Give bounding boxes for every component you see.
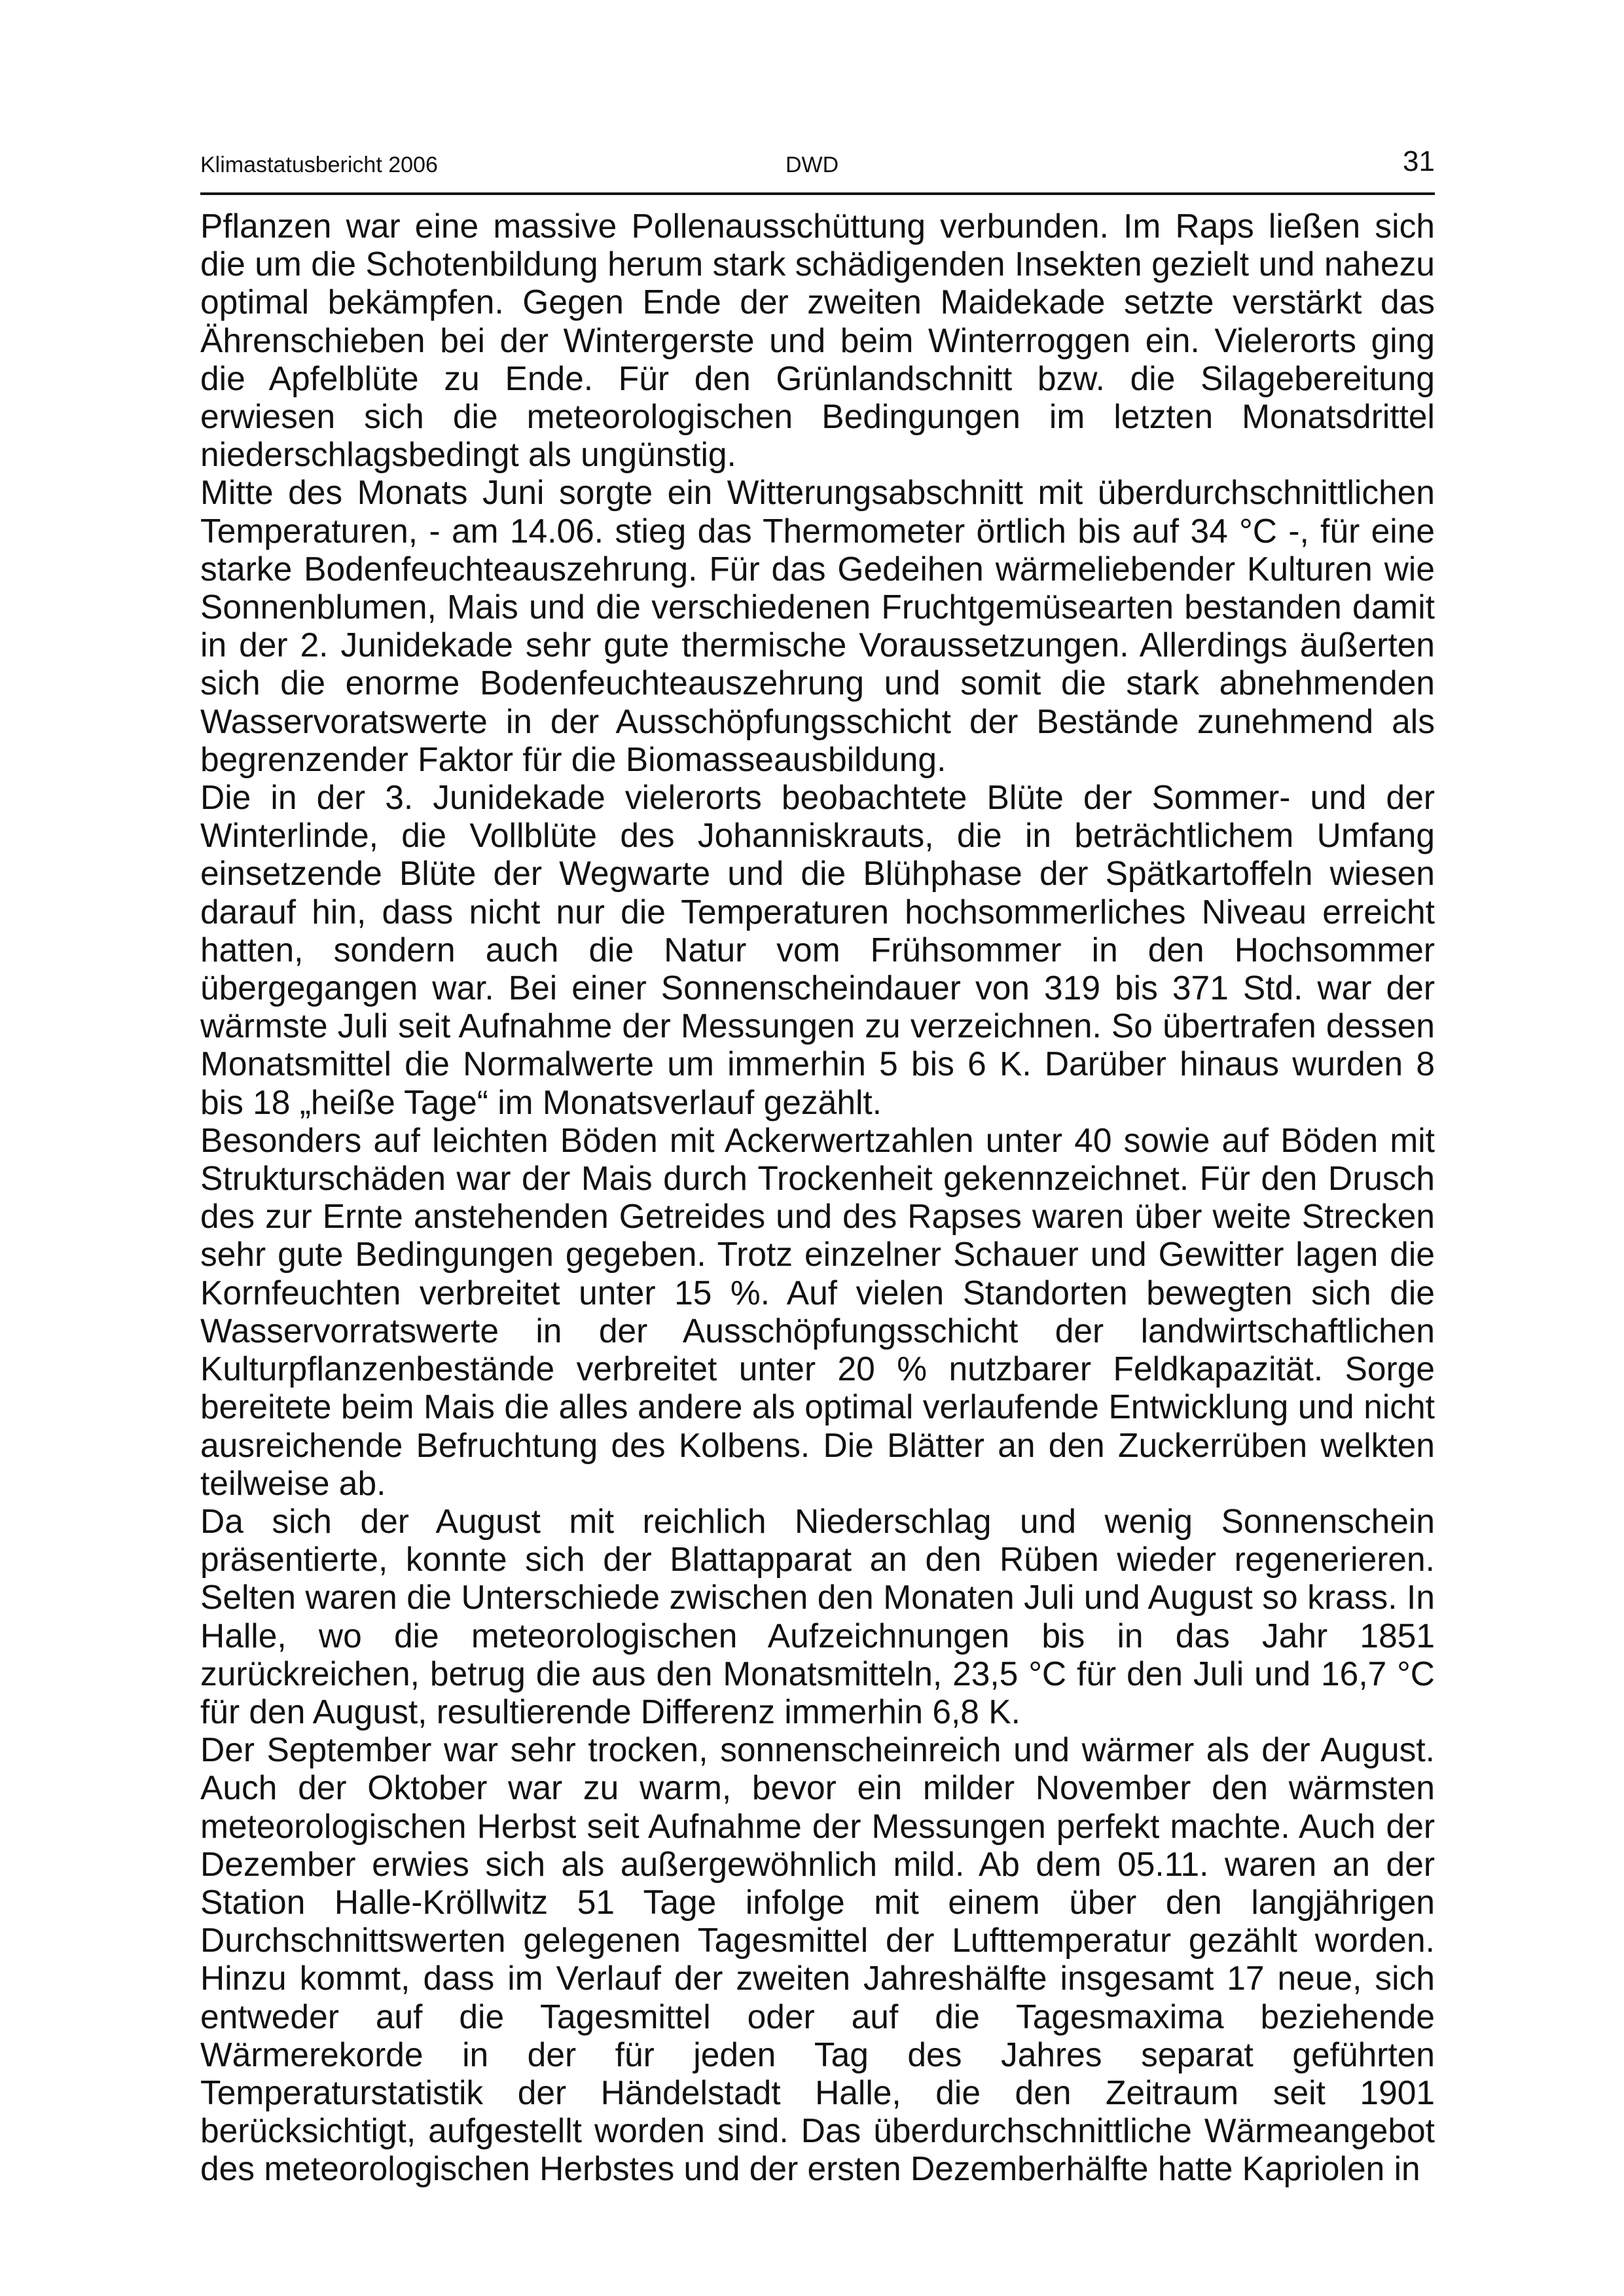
paragraph-5: Da sich der August mit reichlich Niederschlag und wenig Sonnenschein präsentierte, konnte sich der Blattapparat an den Rüben wieder regenerieren. Selten waren die Unterschiede zwischen den Monaten Juli und August so krass. In Halle, wo die meteorologischen Aufzeichnungen bis in das Jahr 1851 zurückreichen, betrug die aus den Monatsmitteln, 23,5 °C für den Juli und 16,7 °C für den August, resultierende Differenz immerhin 6,8 K. [200, 1501, 1435, 1731]
page-header [200, 145, 1435, 191]
report-title: Klimastatusbericht 2006 [200, 152, 438, 177]
publisher-label: DWD [785, 152, 839, 177]
paragraph-3: Die in der 3. Junidekade vielerorts beobachtete Blüte der Sommer- und der Winterlinde, die Vollblüte des Johanniskrauts, die in beträchtlichem Umfang einsetzende Blüte der Wegwarte und die Blühphase der Spätkartoffeln wiesen darauf hin, dass nicht nur die Temperaturen hochsommerliches Niveau erreicht hatten, sondern auch die Natur vom Frühsommer in den Hochsommer übergegangen war. Bei einer Sonnenscheindauer von 319 bis 371 Std. war der wärmste Juli seit Aufnahme der Messungen zu verzeichnen. So übertrafen dessen Monatsmittel die Normalwerte um immerhin 5 bis 6 K. Darüber hinaus wurden 8 bis 18 „heiße Tage“ im Monatsverlauf gezählt. [200, 778, 1435, 1121]
paragraph-1: Pflanzen war eine massive Pollenausschüttung verbunden. Im Raps ließen sich die um die Schotenbildung herum stark schädigenden Insekten gezielt und nahezu optimal bekämpfen. Gegen Ende der zweiten Maidekade setzte verstärkt das Ährenschieben bei der Wintergerste und beim Winterroggen ein. Vielerorts ging die Apfelblüte zu Ende. Für den Grünlandschnitt bzw. die Silagebereitung erwiesen sich die meteorologischen Bedingungen im letzten Monatsdrittel niederschlagsbedingt als ungünstig. [200, 207, 1435, 474]
body-text [200, 207, 1435, 2188]
paragraph-4: Besonders auf leichten Böden mit Ackerwertzahlen unter 40 sowie auf Böden mit Strukturschäden war der Mais durch Trockenheit gekennzeichnet. Für den Drusch des zur Ernte anstehenden Getreides und des Rapses waren über weite Strecken sehr gute Bedingungen gegeben. Trotz einzelner Schauer und Gewitter lagen die Kornfeuchten verbreitet unter 15 %. Auf vielen Standorten bewegten sich die Wasservorratswerte in der Ausschöpfungsschicht der landwirtschaftlichen Kulturpflanzenbestände verbreitet unter 20 % nutzbarer Feldkapazität. Sorge bereitete beim Mais die alles andere als optimal verlaufende Entwicklung und nicht ausreichende Befruchtung des Kolbens. Die Blätter an den Zuckerrüben welkten teilweise ab. [200, 1121, 1435, 1502]
paragraph-2: Mitte des Monats Juni sorgte ein Witterungsabschnitt mit überdurchschnittlichen Temperaturen, - am 14.06. stieg das Thermometer örtlich bis auf 34 °C -, für eine starke Bodenfeuchteauszehrung. Für das Gedeihen wärmeliebender Kulturen wie Sonnenblumen, Mais und die verschiedenen Fruchtgemüsearten bestanden damit in der 2. Junidekade sehr gute thermische Voraussetzungen. Allerdings äußerten sich die enorme Bodenfeuchteauszehrung und somit die stark abnehmenden Wasservoratswerte in der Ausschöpfungsschicht der Bestände zunehmend als begrenzender Faktor für die Biomasseausbildung. [200, 473, 1435, 778]
header-rule [200, 192, 1435, 195]
page-number: 31 [1403, 145, 1435, 177]
paragraph-6: Der September war sehr trocken, sonnenscheinreich und wärmer als der August. Auch der Oktober war zu warm, bevor ein milder November den wärmsten meteorologischen Herbst seit Aufnahme der Messungen perfekt machte. Auch der Dezember erwies sich als außergewöhnlich mild. Ab dem 05.11. waren an der Station Halle-Kröllwitz 51 Tage infolge mit einem über den langjährigen Durchschnittswerten gelegenen Tagesmittel der Lufttemperatur gezählt worden. Hinzu kommt, dass im Verlauf der zweiten Jahreshälfte insgesamt 17 neue, sich entweder auf die Tagesmittel oder auf die Tagesmaxima beziehende Wärmerekorde in der für jeden Tag des Jahres separat geführten Temperaturstatistik der Händelstadt Halle, die den Zeitraum seit 1901 berücksichtigt, aufgestellt worden sind. Das überdurchschnittliche Wärmeangebot des meteorologischen Herbstes und der ersten Dezemberhälfte hatte Kapriolen in [200, 1731, 1435, 2188]
